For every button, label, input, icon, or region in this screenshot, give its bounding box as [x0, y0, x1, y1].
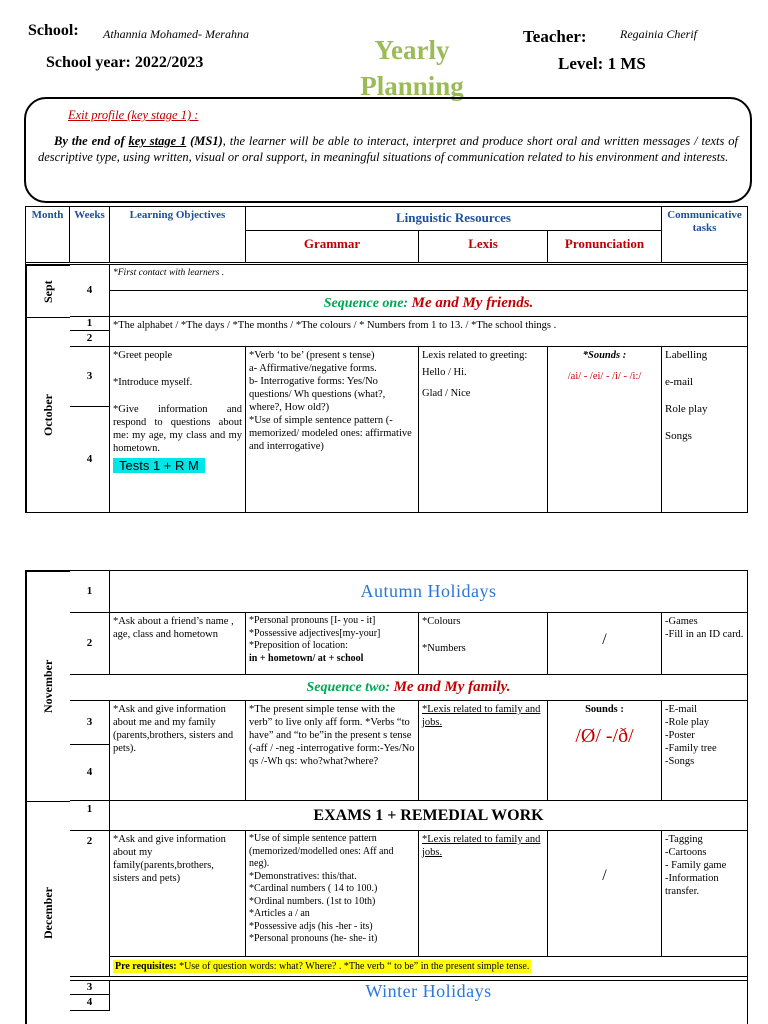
- october-pronunciation: [548, 347, 662, 513]
- grammar-item: *Personal pronouns (he- she- it): [249, 933, 378, 944]
- school-label: School:: [28, 22, 79, 39]
- lexis-item: Glad / Nice: [422, 388, 471, 399]
- task-item: -E-mail: [665, 704, 698, 715]
- task-item: Songs: [665, 430, 692, 442]
- objective-introduce: *Introduce myself.: [113, 377, 193, 388]
- grammar-item: *Preposition of location:: [249, 640, 348, 651]
- task-item: -Tagging: [665, 834, 703, 845]
- header-weeks: Weeks: [70, 207, 110, 263]
- objective-greet: *Greet people: [113, 350, 173, 361]
- december-w2-pronunciation: /: [548, 831, 662, 957]
- teacher-value: Regainia Cherif: [620, 27, 697, 41]
- october-row-topics: *The alphabet / *The days / *The months / *The colours / * Numbers from 1 to 13. / *The school things .: [110, 317, 748, 347]
- november-week-4: 4: [70, 745, 110, 801]
- grammar-item: *Possessive adjs (his -her - its): [249, 920, 373, 932]
- school-year: School year: 2022/2023: [46, 54, 204, 71]
- task-item: Role play: [665, 403, 708, 415]
- header-grammar: Grammar: [246, 231, 419, 263]
- grammar-item: a- Affirmative/negative forms.: [249, 363, 377, 374]
- november-w2-objectives: *Ask about a friend’s name , age, class and hometown: [110, 613, 246, 675]
- sounds-list: /ai/ - /ei/ - /i/ - /i:/: [567, 371, 642, 382]
- sept-week: 4: [70, 265, 110, 317]
- month-sept-label: Sept: [41, 280, 55, 303]
- grammar-item: in + hometown/ at + school: [249, 652, 364, 664]
- grammar-item: *Ordinal numbers. (1st to 10th): [249, 895, 376, 907]
- lexis-item: Hello / Hi.: [422, 367, 467, 378]
- task-item: -Cartoons: [665, 847, 707, 858]
- sequence-two: [70, 675, 748, 701]
- header-objectives: Learning Objectives: [110, 207, 246, 263]
- prerequisites-text: *Use of question words: what? Where? . *The verb “ to be” in the present simple tense.: [176, 961, 530, 972]
- exit-text-pre: By the end of: [54, 134, 129, 148]
- header-tasks: Communicative tasks: [662, 207, 748, 263]
- exit-text-key: key stage 1: [128, 134, 187, 148]
- tests-badge: Tests 1 + R M: [113, 458, 205, 473]
- grammar-item: *Demonstratives: this/that.: [249, 870, 357, 882]
- october-week-2: 2: [70, 331, 110, 347]
- task-item: -Role play: [665, 717, 710, 728]
- month-november-label: November: [41, 659, 55, 714]
- header-lexis: Lexis: [419, 231, 548, 263]
- month-december-label: December: [41, 887, 55, 940]
- november-w34-grammar: *The present simple tense with the verb” to live only aff form. *Verbs “to have” and “to be”in the present s tense (-aff / -neg -interrogative form:-Yes/No qs /-Wh qs: who?what?where?: [246, 701, 419, 801]
- november-week-3: 3: [70, 701, 110, 745]
- grammar-item: b- Interrogative forms: Yes/No questions/ Wh questions (what?, where?, How old?): [249, 376, 386, 413]
- grammar-item: *Cardinal numbers ( 14 to 100.): [249, 883, 378, 894]
- december-w2-tasks: [662, 831, 748, 957]
- task-item: -Games: [665, 616, 698, 627]
- prerequisites-label: Pre requisites:: [115, 961, 177, 972]
- sounds-title: Sounds :: [585, 704, 624, 715]
- sounds-list: /Ø/ -/ð/: [575, 725, 634, 747]
- exit-profile-title: Exit profile (key stage 1) :: [68, 108, 199, 122]
- sequence-one-title: Me and My friends.: [411, 295, 534, 311]
- school-value: Athannia Mohamed- Merahna: [103, 27, 249, 41]
- exit-profile-text: [38, 133, 738, 165]
- december-w2-lexis: *Lexis related to family and jobs.: [419, 831, 548, 957]
- task-item: -Fill in an ID card.: [665, 629, 744, 640]
- task-item: Labelling: [665, 349, 708, 361]
- october-week-1: 1: [70, 317, 110, 331]
- november-w2-lexis: [419, 613, 548, 675]
- month-december: [26, 801, 70, 1024]
- november-w2-grammar: [246, 613, 419, 675]
- level-label: Level: 1 MS: [558, 54, 646, 73]
- exit-text-ms: (MS1): [186, 134, 223, 148]
- teacher-label: Teacher:: [523, 27, 587, 46]
- grammar-item: *Use of simple sentence pattern (memorized/modelled ones: Aff and neg).: [249, 833, 394, 869]
- october-week-4: 4: [70, 407, 110, 513]
- december-week-1: 1: [70, 801, 110, 831]
- sequence-two-title: Me and My family.: [393, 679, 511, 695]
- header-month: Month: [26, 207, 70, 263]
- month-november: [26, 571, 70, 801]
- grammar-item: *Articles a / an: [249, 908, 310, 919]
- task-item: -Family tree: [665, 743, 717, 754]
- october-grammar: [246, 347, 419, 513]
- october-lexis: [419, 347, 548, 513]
- november-week-1: 1: [70, 571, 110, 613]
- task-item: - Family game: [665, 860, 727, 871]
- prerequisites-highlight: [113, 960, 531, 973]
- november-w34-lexis: *Lexis related to family and jobs.: [419, 701, 548, 801]
- header-pronunciation: Pronunciation: [548, 231, 662, 263]
- grammar-item: *Personal pronouns [I- you - it]: [249, 615, 376, 626]
- title-line1: Yearly: [374, 35, 450, 65]
- november-w2-pronunciation: /: [548, 613, 662, 675]
- october-tasks: [662, 347, 748, 513]
- november-w2-tasks: [662, 613, 748, 675]
- month-october: [26, 317, 70, 513]
- title-line2: Planning: [360, 71, 464, 101]
- december-week-4: 4: [70, 995, 110, 1011]
- planning-table-1: [25, 206, 748, 513]
- sounds-title: *Sounds :: [582, 350, 627, 361]
- november-w34-tasks: [662, 701, 748, 801]
- objective-give-info: *Give information and respond to questions about me: my age, my class and my hometown.: [113, 404, 242, 454]
- lexis-item: Lexis related to greeting:: [422, 350, 528, 361]
- october-objectives: [110, 347, 246, 513]
- sequence-two-label: Sequence two:: [306, 680, 391, 695]
- month-sept: [26, 265, 70, 317]
- sequence-one: [110, 291, 748, 317]
- task-item: -Songs: [665, 756, 695, 767]
- winter-holidays: Winter Holidays: [110, 981, 748, 1024]
- planning-table-2: [25, 570, 748, 1024]
- november-w34-pronunciation: [548, 701, 662, 801]
- december-week-3: 3: [70, 981, 110, 995]
- december-w2-objectives: *Ask and give information about my family(parents,brothers, sisters and pets): [110, 831, 246, 957]
- sequence-one-label: Sequence one:: [323, 296, 409, 311]
- task-item: -Information transfer.: [665, 873, 719, 897]
- grammar-item: *Use of simple sentence pattern (- memorized/ modeled ones: affirmative and interrogative): [249, 415, 412, 452]
- lexis-item: *Numbers: [422, 643, 466, 654]
- exams-remedial: EXAMS 1 + REMEDIAL WORK: [110, 801, 748, 831]
- autumn-holidays: Autumn Holidays: [110, 571, 748, 613]
- grammar-item: *Possessive adjectives[my-your]: [249, 627, 381, 639]
- october-week-3: 3: [70, 347, 110, 407]
- task-item: e-mail: [665, 376, 694, 388]
- november-week-2: 2: [70, 613, 110, 675]
- page-title: [312, 32, 512, 104]
- november-w34-objectives: *Ask and give information about me and my family (parents,brothers, sisters and pets).: [110, 701, 246, 801]
- month-october-label: October: [41, 394, 55, 437]
- task-item: -Poster: [665, 730, 695, 741]
- sept-first-contact: *First contact with learners .: [110, 265, 748, 291]
- exit-text-post: , the learner will be able to interact, interpret and produce short oral and written messages / texts of descriptive type, using written, visual or oral support, in meaningful situations of communication related to his environment and interests.: [38, 134, 738, 164]
- header-linguistic: Linguistic Resources: [246, 207, 662, 231]
- lexis-item: *Colours: [422, 616, 461, 627]
- exit-profile-box: [24, 97, 752, 203]
- december-w2-grammar: [246, 831, 419, 957]
- grammar-item: *Verb ‘to be’ (present s tense): [249, 350, 375, 361]
- prerequisites-row: [110, 957, 748, 977]
- december-week-2: 2: [70, 831, 110, 977]
